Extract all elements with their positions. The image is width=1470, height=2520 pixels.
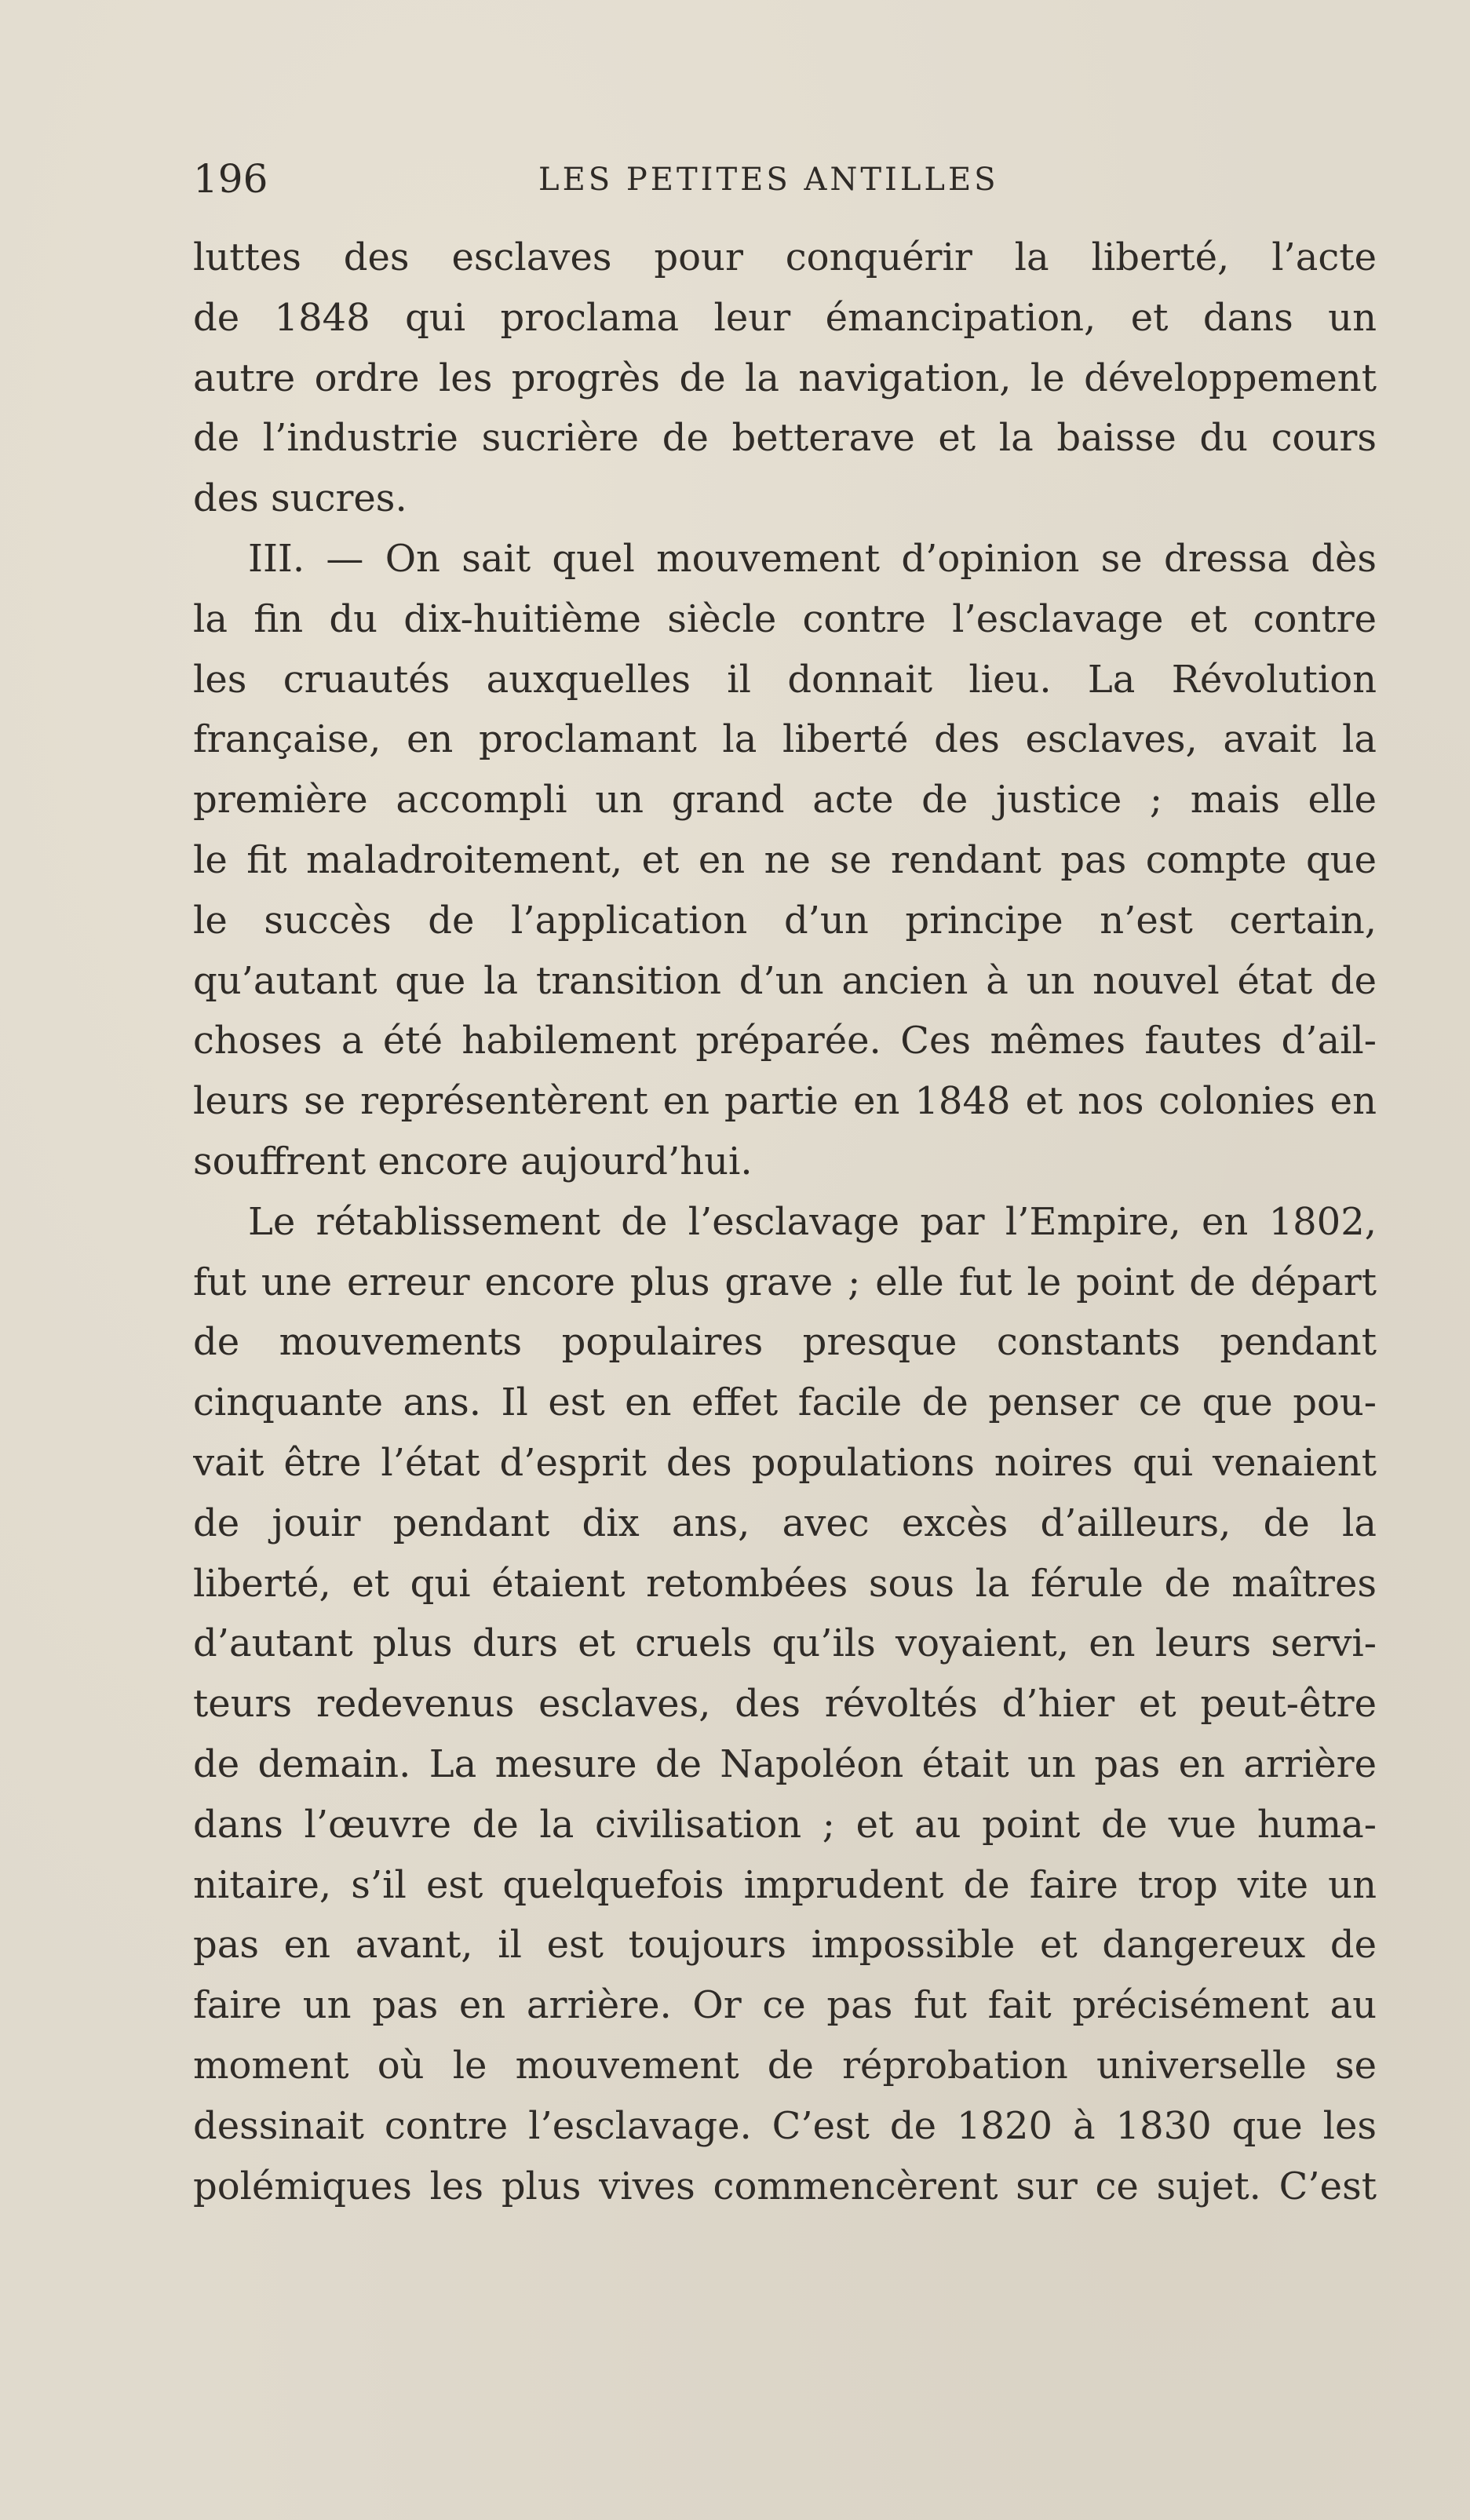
text-line: leurs se représentèrent en partie en 1848 et nos colonies en (193, 1079, 1377, 1124)
text-line: fut une erreur encore plus grave ; elle fut le point de départ (193, 1260, 1377, 1304)
text-line: le fit maladroitement, et en ne se rendant pas compte que (193, 837, 1377, 882)
text-line: française, en proclamant la liberté des esclaves, avait la (193, 717, 1377, 762)
page-header (193, 155, 1402, 202)
text-line: liberté, et qui étaient retombées sous la férule de maîtres (193, 1561, 1377, 1606)
text-line: de mouvements populaires presque constants pendant (193, 1320, 1377, 1365)
text-line: de 1848 qui proclama leur émancipation, et dans un (193, 295, 1377, 340)
text-line: teurs redevenus esclaves, des révoltés d’hier et peut-être (193, 1682, 1377, 1727)
text-line: autre ordre les progrès de la navigation, le développement (193, 356, 1377, 400)
text-line: faire un pas en arrière. Or ce pas fut fait précisément au (193, 1983, 1377, 2028)
paragraph (193, 529, 1377, 1192)
text-line: vait être l’état d’esprit des populations noires qui venaient (193, 1440, 1377, 1485)
text-line: qu’autant que la transition d’un ancien à un nouvel état de (193, 958, 1377, 1003)
body-text (193, 228, 1377, 2216)
text-line: première accompli un grand acte de justice ; mais elle (193, 778, 1377, 822)
page-number: 196 (193, 156, 268, 202)
text-line: nitaire, s’il est quelquefois imprudent de faire trop vite un (193, 1862, 1377, 1907)
text-line: de demain. La mesure de Napoléon était un pas en arrière (193, 1741, 1377, 1786)
text-line: de l’industrie sucrière de betterave et la baisse du cours (193, 416, 1377, 461)
text-line: le succès de l’application d’un principe n’est certain, (193, 898, 1377, 943)
text-line: pas en avant, il est toujours impossible et dangereux de (193, 1923, 1377, 1967)
text-line: de jouir pendant dix ans, avec excès d’ailleurs, de la (193, 1501, 1377, 1545)
paragraph (193, 1192, 1377, 2217)
text-line: cinquante ans. Il est en effet facile de penser ce que pou- (193, 1380, 1377, 1425)
text-line: des sucres. (193, 476, 407, 521)
text-line: Le rétablissement de l’esclavage par l’Empire, en 1802, (248, 1199, 1377, 1244)
text-line: les cruautés auxquelles il donnait lieu. La Révolution (193, 657, 1377, 702)
text-line: polémiques les plus vives commencèrent sur ce sujet. C’est (193, 2164, 1377, 2208)
text-line: moment où le mouvement de réprobation universelle se (193, 2043, 1377, 2088)
text-line: dans l’œuvre de la civilisation ; et au point de vue huma- (193, 1802, 1377, 1847)
paragraph (193, 228, 1377, 529)
text-line: luttes des esclaves pour conquérir la liberté, l’acte (193, 235, 1377, 279)
text-line: dessinait contre l’esclavage. C’est de 1820 à 1830 que les (193, 2103, 1377, 2148)
text-line: d’autant plus durs et cruels qu’ils voyaient, en leurs servi- (193, 1621, 1377, 1666)
text-line: III. — On sait quel mouvement d’opinion se dressa dès (248, 536, 1377, 581)
text-line: souffrent encore aujourd’hui. (193, 1139, 753, 1183)
running-title: LES PETITES ANTILLES (538, 162, 999, 198)
text-line: la fin du dix-huitième siècle contre l’esclavage et contre (193, 596, 1377, 641)
text-line: choses a été habilement préparée. Ces mêmes fautes d’ail- (193, 1019, 1377, 1063)
